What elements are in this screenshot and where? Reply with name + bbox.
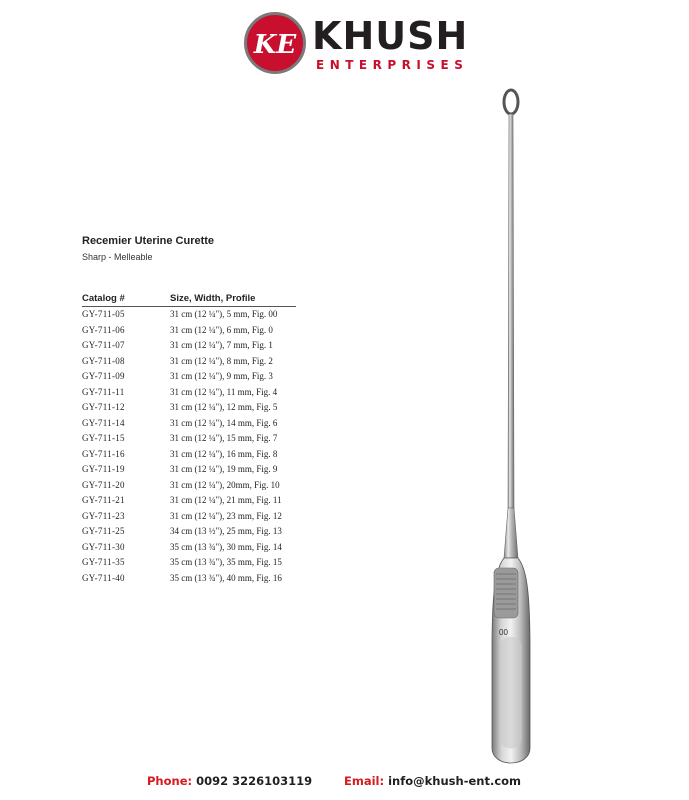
size-width-profile: 31 cm (12 ¼"), 8 mm, Fig. 2	[170, 355, 273, 366]
header-size: Size, Width, Profile	[170, 293, 256, 304]
catalog-number: GY-711-05	[82, 309, 125, 319]
table-row	[82, 400, 296, 416]
size-width-profile: 35 cm (13 ¾"), 40 mm, Fig. 16	[170, 572, 282, 583]
handle-mark: 00	[499, 628, 508, 637]
catalog-number: GY-711-08	[82, 355, 125, 366]
phone-contact	[147, 774, 312, 788]
logo-letters: KE	[253, 30, 297, 60]
catalog-table	[82, 293, 296, 586]
size-width-profile: 31 cm (12 ¼"), 6 mm, Fig. 0	[170, 324, 273, 335]
logo-emblem	[244, 12, 306, 74]
table-row	[82, 431, 296, 447]
catalog-number: GY-711-06	[82, 324, 125, 335]
table-row	[82, 555, 296, 571]
table-row	[82, 416, 296, 432]
catalog-number: GY-711-25	[82, 526, 125, 536]
size-width-profile: 31 cm (12 ¼"), 12 mm, Fig. 5	[170, 402, 278, 412]
catalog-number: GY-711-14	[82, 417, 125, 428]
catalog-number: GY-711-12	[82, 402, 125, 412]
email-label: Email:	[344, 774, 385, 788]
catalog-number: GY-711-35	[82, 557, 125, 567]
curette-shaft	[508, 114, 514, 508]
product-subtitle: Sharp - Melleable	[82, 252, 153, 262]
size-width-profile: 31 cm (12 ¼"), 11 mm, Fig. 4	[170, 386, 278, 397]
size-width-profile: 31 cm (12 ¼"), 5 mm, Fig. 00	[170, 309, 278, 319]
table-row	[82, 478, 296, 494]
table-row	[82, 462, 296, 478]
brand-tagline: ENTERPRISES	[316, 58, 469, 72]
email-contact	[344, 774, 521, 788]
table-body	[82, 307, 296, 586]
table-row	[82, 509, 296, 525]
table-row	[82, 571, 296, 587]
company-logo	[244, 12, 469, 78]
curette-neck	[504, 508, 518, 558]
size-width-profile: 31 cm (12 ¼"), 19 mm, Fig. 9	[170, 464, 278, 474]
size-width-profile: 31 cm (12 ¼"), 16 mm, Fig. 8	[170, 448, 278, 459]
size-width-profile: 31 cm (12 ¼"), 7 mm, Fig. 1	[170, 340, 273, 350]
size-width-profile: 31 cm (12 ¼"), 15 mm, Fig. 7	[170, 433, 278, 443]
table-row	[82, 323, 296, 339]
catalog-number: GY-711-40	[82, 572, 125, 583]
size-width-profile: 31 cm (12 ¼"), 21 mm, Fig. 11	[170, 495, 282, 505]
table-row	[82, 338, 296, 354]
catalog-number: GY-711-16	[82, 448, 125, 459]
table-row	[82, 447, 296, 463]
size-width-profile: 31 cm (12 ¼"), 9 mm, Fig. 3	[170, 371, 273, 381]
curette-loop	[504, 90, 518, 114]
handle-grip	[494, 568, 518, 618]
size-width-profile: 35 cm (13 ¾"), 35 mm, Fig. 15	[170, 557, 282, 567]
catalog-number: GY-711-20	[82, 479, 125, 490]
handle-panel	[500, 637, 522, 749]
product-title: Recemier Uterine Curette	[82, 235, 215, 247]
table-row	[82, 385, 296, 401]
email-address[interactable]: info@khush-ent.com	[388, 774, 522, 788]
catalog-number: GY-711-19	[82, 464, 125, 474]
catalog-number: GY-711-23	[82, 510, 125, 521]
catalog-number: GY-711-30	[82, 541, 125, 552]
catalog-number: GY-711-07	[82, 340, 125, 350]
curette-illustration	[480, 88, 550, 768]
header-catalog: Catalog #	[82, 293, 125, 304]
table-row	[82, 524, 296, 540]
catalog-number: GY-711-21	[82, 495, 125, 505]
phone-number[interactable]: 0092 3226103119	[196, 774, 313, 788]
table-row	[82, 493, 296, 509]
table-row	[82, 369, 296, 385]
catalog-number: GY-711-15	[82, 433, 125, 443]
size-width-profile: 34 cm (13 ½"), 25 mm, Fig. 13	[170, 526, 282, 536]
size-width-profile: 31 cm (12 ¼"), 20mm, Fig. 10	[170, 479, 280, 490]
phone-label: Phone:	[147, 774, 193, 788]
catalog-number: GY-711-09	[82, 371, 125, 381]
table-row	[82, 354, 296, 370]
size-width-profile: 31 cm (12 ¼"), 14 mm, Fig. 6	[170, 417, 278, 428]
catalog-number: GY-711-11	[82, 386, 125, 397]
size-width-profile: 35 cm (13 ¾"), 30 mm, Fig. 14	[170, 541, 282, 552]
brand-name: KHUSH	[312, 14, 469, 58]
table-header	[82, 293, 296, 307]
table-row	[82, 307, 296, 323]
table-row	[82, 540, 296, 556]
size-width-profile: 31 cm (12 ¼"), 23 mm, Fig. 12	[170, 510, 282, 521]
